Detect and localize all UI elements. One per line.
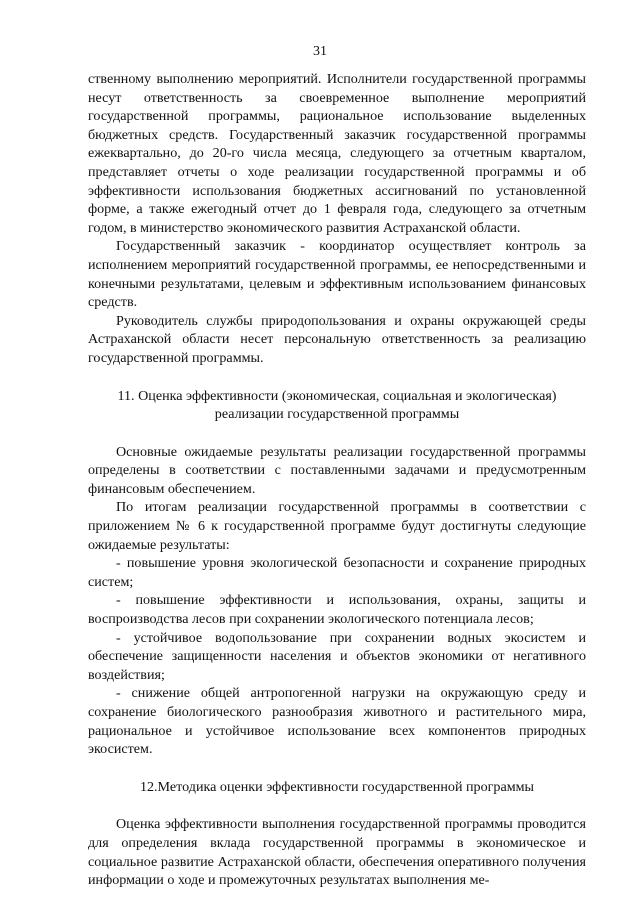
page-body [88, 70, 586, 890]
paragraph-continuation: ственному выполнению мероприятий. Исполнители государственной программы несут ответственность за своевременное выполнение мероприятий государственной программы, рациональное использование выделенных бюджетных средств. Государственный заказчик государственной программы ежеквартально, до 20-го числа месяца, следующего за отчетным кварталом, представляет отчеты о ходе реализации государственной программы и об эффективности использования бюджетных ассигнований по установленной форме, а также ежегодный отчет до 1 февраля года, следующего за отчетным годом, в министерство экономического развития Астраханской области. [88, 71, 586, 236]
section-11-paragraph: Основные ожидаемые результаты реализации государственной программы определены в соответствии с поставленными задачами и предусмотренным финансовым обеспечением. [88, 443, 586, 497]
section-12 [88, 778, 586, 890]
section-12-heading: 12.Методика оценки эффективности государственной программы [139, 778, 535, 795]
list-item: - снижение общей антропогенной нагрузки на окружающую среду и сохранение биологического разнообразия животного и растительного мира, рациональное и устойчивое использование всех компонентов природных экосистем. [88, 685, 586, 758]
section-11-paragraph: По итогам реализации государственной программы в соответствии с приложением № 6 к государственной программе будут достигнуты следующие ожидаемые результаты: [88, 499, 586, 553]
section-12-paragraph: Оценка эффективности выполнения государственной программы проводится для определения вклада государственной программы в экономическое и социальное развитие Астраханской области, обеспечения оперативного получения информации о ходе и промежуточных результатах выполнения ме- [88, 816, 586, 889]
section-11 [88, 387, 586, 759]
paragraph-responsibility: Руководитель службы природопользования и охраны окружающей среды Астраханской области несет персональную ответственность за реализацию государственной программы. [88, 312, 586, 366]
list-item: - повышение уровня экологической безопасности и сохранение природных систем; [88, 555, 586, 590]
page-number: 31 [313, 44, 327, 59]
section-11-heading-line2: реализации государственной программы [214, 406, 460, 423]
list-item: - повышение эффективности и использования, охраны, защиты и воспроизводства лесов при сохранении экологического потенциала лесов; [88, 592, 586, 628]
section-11-heading-line1: 11. Оценка эффективности (экономическая, социальная и экологическая) [117, 387, 557, 404]
list-item: - устойчивое водопользование при сохранении водных экосистем и обеспечение защищенности населения и объектов экономики от негативного воздействия; [88, 629, 586, 683]
paragraph-coordinator-control: Государственный заказчик - координатор осуществляет контроль за исполнением мероприятий государственной программы, ее непосредственными и конечными результатами, целевым и эффективным использованием финансовых средств. [88, 238, 586, 311]
